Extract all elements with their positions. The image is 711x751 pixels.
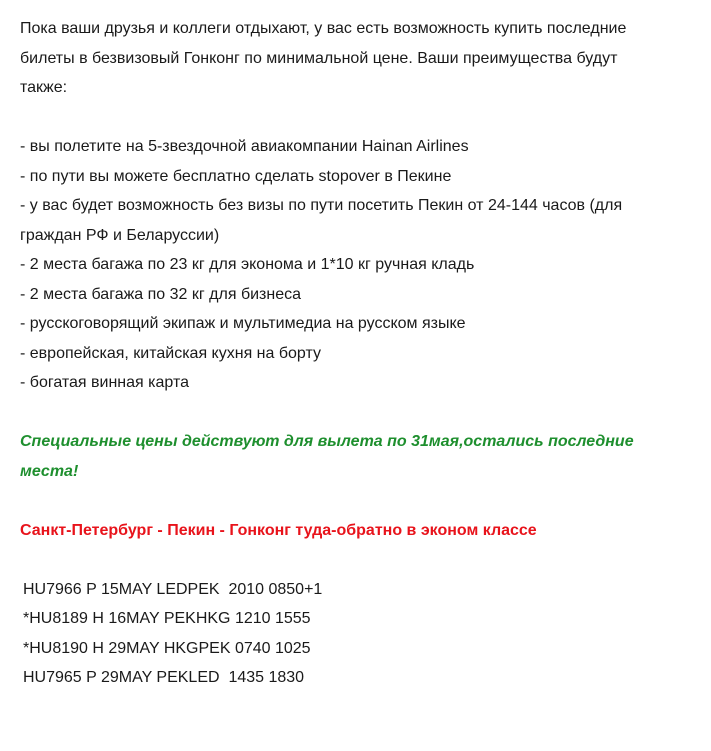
intro-line-1: Пока ваши друзья и коллеги отдыхают, у вас есть возможность купить последние xyxy=(20,20,627,37)
flight-row: *HU8190 H 29MAY HKGPEK 0740 1025 xyxy=(23,639,311,657)
route-title: Санкт-Петербург - Пекин - Гонконг туда-обратно в эконом классе xyxy=(20,521,537,539)
flight-row: HU7965 P 29MAY PEKLED 1435 1830 xyxy=(23,669,305,686)
flight-row: *HU8189 H 16MAY PEKHKG 1210 1555 xyxy=(23,610,311,627)
promo-line-1: Специальные цены действуют для вылета по 31мая,остались последние xyxy=(20,433,634,450)
promo-notice xyxy=(20,427,700,486)
benefits-list xyxy=(20,132,700,398)
benefit-item: - европейская, китайская кухня на борту xyxy=(20,344,321,362)
intro-line-2: билеты в безвизовый Гонконг по минимальной цене. Ваши преимущества будут xyxy=(20,49,618,67)
promo-line-2: места! xyxy=(20,462,79,480)
spacer xyxy=(20,486,700,516)
benefit-item-continuation: граждан РФ и Беларуссии) xyxy=(20,226,220,244)
spacer xyxy=(20,398,700,428)
spacer xyxy=(20,103,700,133)
document-body xyxy=(20,14,700,693)
benefit-item: - по пути вы можете бесплатно сделать stopover в Пекине xyxy=(20,167,452,185)
benefit-item: - у вас будет возможность без визы по пути посетить Пекин от 24-144 часов (для xyxy=(20,197,623,214)
benefit-item: - 2 места багажа по 32 кг для бизнеса xyxy=(20,285,302,303)
benefit-item: - богатая винная карта xyxy=(20,374,189,391)
intro-line-3: также: xyxy=(20,79,68,96)
spacer xyxy=(20,545,700,575)
benefit-item: - вы полетите на 5-звездочной авиакомпании Hainan Airlines xyxy=(20,138,469,155)
benefit-item: - 2 места багажа по 23 кг для эконома и 1*10 кг ручная кладь xyxy=(20,256,475,273)
flight-row: HU7966 P 15MAY LEDPEK 2010 0850+1 xyxy=(23,580,323,598)
benefit-item: - русскоговорящий экипаж и мультимедиа на русском языке xyxy=(20,315,466,332)
flight-schedule xyxy=(20,575,700,693)
